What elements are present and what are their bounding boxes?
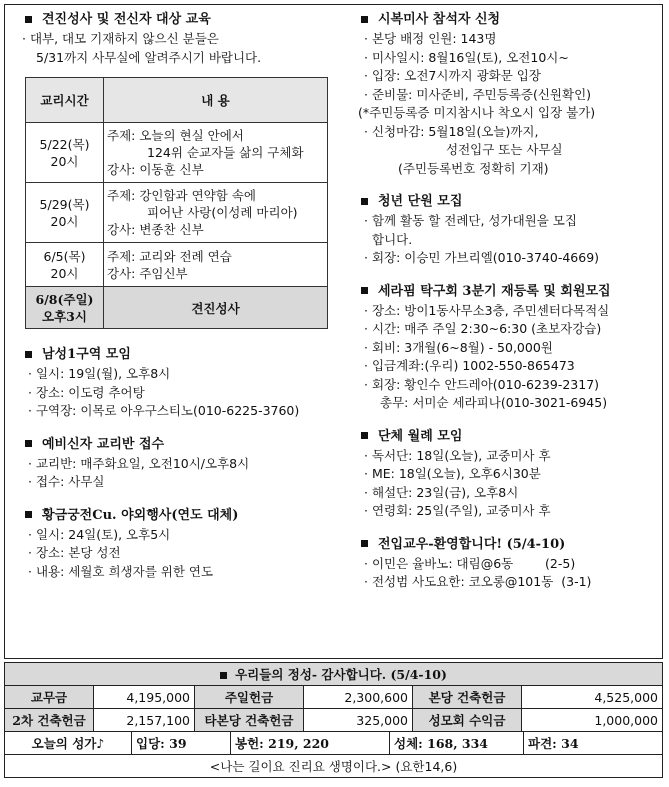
hymn-recessional: 파견: 34 [528, 736, 579, 751]
education-table [25, 77, 328, 329]
info-line: · 구역장: 이목로 아우구스티노(010-6225-3760) [28, 403, 300, 418]
notice-line: · 대부, 대모 기재하지 않으신 분들은 [22, 31, 219, 46]
offering-label: 교무금 [5, 686, 94, 709]
info-line: · 연령회: 25일(주일), 교중미사 후 [364, 503, 551, 518]
info-line: · 일시: 24일(토), 오후5시 [28, 526, 171, 542]
hymn-entrance: 입당: 39 [132, 732, 231, 754]
info-line: · 전성범 사도요한: 코오롱@101동 (3-1) [364, 574, 592, 589]
table-row-ceremony [26, 287, 328, 329]
hymn-offertory: 봉헌: 219, 220 [231, 732, 390, 754]
offering-label: 타본당 건축헌금 [195, 709, 304, 732]
info-line: · 장소: 방이1동사무소3층, 주민센터다목적실 [364, 302, 610, 318]
hymn-row [5, 732, 663, 755]
row-date: 5/29(목) 20시 [26, 183, 104, 243]
offering-value: 4,525,000 [522, 686, 663, 709]
square-bullet-icon [25, 511, 32, 518]
offering-label: 성모회 수익금 [413, 709, 522, 732]
section-title: 세라핌 탁구회 3분기 재등록 및 회원모집 [358, 280, 658, 299]
info-line: 합니다. [372, 231, 413, 247]
men-group-section [22, 343, 337, 421]
left-column [22, 8, 337, 593]
table-row [26, 183, 328, 243]
square-bullet-icon [220, 672, 227, 679]
section-title: 견진성사 및 전신자 대상 교육 [22, 8, 337, 27]
golden-palace-section [22, 504, 337, 582]
offering-value: 2,157,100 [94, 709, 195, 732]
info-line: · ME: 18일(오늘), 오후6시30분 [364, 466, 541, 481]
education-section [22, 8, 337, 329]
offering-title: 우리들의 정성- 감사합니다. (5/4-10) [5, 663, 663, 686]
section-title: 남성1구역 모임 [22, 343, 337, 362]
info-line: · 독서단: 18일(오늘), 교중미사 후 [364, 447, 551, 463]
info-line: · 시간: 매주 주일 2:30~6:30 (초보자강습) [364, 321, 602, 336]
info-line: (주민등록번호 정확히 기재) [398, 160, 549, 176]
info-line: · 회장: 이승민 가브리엘(010-3740-4669) [364, 250, 600, 265]
scripture-quote: <나는 길이요 진리요 생명이다.> (요한14,6) [5, 755, 663, 778]
header-time: 교리시간 [26, 78, 104, 123]
info-line: · 일시: 19일(월), 오후8시 [28, 366, 171, 381]
info-line: · 교리반: 매주화요일, 오전10시/오후8시 [28, 455, 250, 471]
info-line: · 내용: 세월호 희생자를 위한 연도 [28, 563, 214, 579]
hymn-label: 오늘의 성가♪ [5, 732, 132, 754]
section-title: 단체 월례 모임 [358, 425, 658, 444]
offering-value: 2,300,600 [304, 686, 413, 709]
info-line: · 신청마감: 5월18일(오늘)까지, [364, 123, 539, 139]
offering-table [4, 662, 663, 778]
header-content: 내 용 [104, 78, 328, 123]
row-date: 5/22(목) 20시 [26, 123, 104, 183]
section-title: 시복미사 참석자 신청 [358, 8, 658, 27]
welcome-section [358, 533, 658, 592]
row-date: 6/8(주일) 오후3시 [26, 287, 104, 329]
offering-label: 2차 건축헌금 [5, 709, 94, 732]
section-title: 황금궁전Cu. 야외행사(연도 대체) [22, 504, 337, 523]
hymn-communion: 성체: 168, 334 [390, 732, 524, 754]
info-line: · 회비: 3개월(6~8월) - 50,000원 [364, 339, 553, 355]
info-line: · 해설단: 23일(금), 오후8시 [364, 484, 519, 500]
row-content: 견진성사 [104, 287, 328, 329]
row-content: 주제: 교리와 전례 연습 강사: 주임신부 [104, 243, 328, 287]
square-bullet-icon [25, 440, 32, 447]
info-line: · 접수: 사무실 [28, 474, 105, 489]
offering-value: 4,195,000 [94, 686, 195, 709]
info-line: · 준비물: 미사준비, 주민등록증(신원확인) [364, 86, 592, 102]
info-line: · 이민은 율바노: 대림@6동 (2-5) [364, 555, 576, 571]
pingpong-club-section [358, 280, 658, 413]
notice-line: 5/31까지 사무실에 알려주시기 바랍니다. [36, 49, 262, 65]
square-bullet-icon [25, 351, 32, 358]
square-bullet-icon [361, 16, 368, 23]
offering-value: 325,000 [304, 709, 413, 732]
youth-recruit-section [358, 190, 658, 268]
info-line: · 입금계좌:(우리) 1002-550-865473 [364, 358, 575, 373]
square-bullet-icon [361, 198, 368, 205]
row-date: 6/5(목) 20시 [26, 243, 104, 287]
offering-label: 주일헌금 [195, 686, 304, 709]
row-content: 주제: 강인함과 연약함 속에 피어난 사랑(이성례 마리아) 강사: 변종찬 신부 [104, 183, 328, 243]
right-column [358, 8, 658, 604]
table-header [26, 78, 328, 123]
info-line: (*주민등록증 미지참시나 착오시 입장 불가) [358, 105, 596, 120]
info-line: · 회장: 황인수 안드레아(010-6239-2317) [364, 376, 600, 392]
info-line: 성전입구 또는 사무실 [446, 142, 563, 157]
section-title: 전입교우-환영합니다! (5/4-10) [358, 533, 658, 552]
info-line: · 미사일시: 8월16일(토), 오전10시~ [364, 49, 569, 65]
square-bullet-icon [361, 540, 368, 547]
info-line: · 본당 배정 인원: 143명 [364, 31, 497, 46]
square-bullet-icon [361, 432, 368, 439]
info-line: · 장소: 본당 성전 [28, 545, 121, 560]
info-line: · 입장: 오전7시까지 광화문 입장 [364, 68, 541, 83]
beatification-mass-section [358, 8, 658, 178]
row-content: 주제: 오늘의 현실 안에서 124위 순교자들 삶의 구체화 강사: 이동훈 신부 [104, 123, 328, 183]
offering-value: 1,000,000 [522, 709, 663, 732]
section-title: 예비신자 교리반 접수 [22, 433, 337, 452]
square-bullet-icon [25, 16, 32, 23]
table-row [26, 243, 328, 287]
info-line: · 장소: 이도령 추어탕 [28, 384, 145, 400]
info-line: 총무: 서미순 세라피나(010-3021-6945) [380, 395, 608, 410]
table-row [26, 123, 328, 183]
offering-label: 본당 건축헌금 [413, 686, 522, 709]
catechumen-section [22, 433, 337, 492]
square-bullet-icon [361, 287, 368, 294]
section-title: 청년 단원 모집 [358, 190, 658, 209]
group-meetings-section [358, 425, 658, 521]
info-line: · 함께 활동 할 전례단, 성가대원을 모집 [364, 213, 577, 228]
